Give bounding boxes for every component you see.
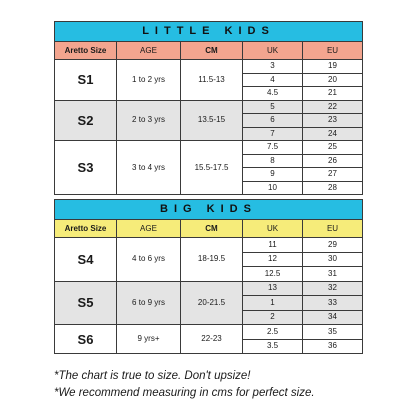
section-title: LITTLE KIDS <box>55 22 363 42</box>
uk-cell: 9 <box>243 168 303 182</box>
eu-cell: 36 <box>303 339 363 354</box>
size-cell: S2 <box>55 100 117 141</box>
footnote-true-to-size: *The chart is true to size. Don't upsize! <box>54 370 251 382</box>
table-row <box>55 60 363 74</box>
eu-cell: 20 <box>303 73 363 87</box>
footnotes <box>54 368 315 402</box>
uk-cell: 12.5 <box>243 267 303 282</box>
header-age: AGE <box>117 220 181 238</box>
eu-cell: 30 <box>303 252 363 267</box>
uk-cell: 2.5 <box>243 325 303 340</box>
table-row <box>55 281 363 296</box>
column-header-row <box>55 42 363 60</box>
uk-cell: 4.5 <box>243 87 303 101</box>
eu-cell: 24 <box>303 127 363 141</box>
header-cm: CM <box>181 42 243 60</box>
section-title: BIG KIDS <box>55 200 363 220</box>
eu-cell: 34 <box>303 310 363 325</box>
age-cell: 9 yrs+ <box>117 325 181 354</box>
size-cell: S6 <box>55 325 117 354</box>
table-row <box>55 141 363 155</box>
eu-cell: 33 <box>303 296 363 311</box>
size-cell: S3 <box>55 141 117 195</box>
uk-cell: 7.5 <box>243 141 303 155</box>
cm-cell: 20-21.5 <box>181 281 243 325</box>
header-eu: EU <box>303 220 363 238</box>
eu-cell: 26 <box>303 154 363 168</box>
cm-cell: 13.5-15 <box>181 100 243 141</box>
header-eu: EU <box>303 42 363 60</box>
size-cell: S1 <box>55 60 117 101</box>
header-uk: UK <box>243 42 303 60</box>
uk-cell: 11 <box>243 238 303 253</box>
uk-cell: 4 <box>243 73 303 87</box>
eu-cell: 28 <box>303 181 363 195</box>
uk-cell: 3 <box>243 60 303 74</box>
age-cell: 4 to 6 yrs <box>117 238 181 282</box>
section-banner <box>55 200 363 220</box>
cm-cell: 15.5-17.5 <box>181 141 243 195</box>
eu-cell: 35 <box>303 325 363 340</box>
eu-cell: 32 <box>303 281 363 296</box>
header-aretto-size: Aretto Size <box>55 42 117 60</box>
section-banner <box>55 22 363 42</box>
eu-cell: 19 <box>303 60 363 74</box>
table-row <box>55 100 363 114</box>
uk-cell: 13 <box>243 281 303 296</box>
age-cell: 6 to 9 yrs <box>117 281 181 325</box>
uk-cell: 3.5 <box>243 339 303 354</box>
uk-cell: 10 <box>243 181 303 195</box>
uk-cell: 1 <box>243 296 303 311</box>
age-cell: 1 to 2 yrs <box>117 60 181 101</box>
table-row <box>55 325 363 340</box>
uk-cell: 7 <box>243 127 303 141</box>
size-chart-table <box>54 21 363 354</box>
eu-cell: 23 <box>303 114 363 128</box>
header-aretto-size: Aretto Size <box>55 220 117 238</box>
eu-cell: 31 <box>303 267 363 282</box>
cm-cell: 18-19.5 <box>181 238 243 282</box>
header-age: AGE <box>117 42 181 60</box>
header-cm: CM <box>181 220 243 238</box>
uk-cell: 12 <box>243 252 303 267</box>
uk-cell: 8 <box>243 154 303 168</box>
table-row <box>55 238 363 253</box>
eu-cell: 21 <box>303 87 363 101</box>
size-cell: S5 <box>55 281 117 325</box>
cm-cell: 11.5-13 <box>181 60 243 101</box>
uk-cell: 6 <box>243 114 303 128</box>
eu-cell: 27 <box>303 168 363 182</box>
age-cell: 3 to 4 yrs <box>117 141 181 195</box>
column-header-row <box>55 220 363 238</box>
uk-cell: 5 <box>243 100 303 114</box>
age-cell: 2 to 3 yrs <box>117 100 181 141</box>
header-uk: UK <box>243 220 303 238</box>
cm-cell: 22-23 <box>181 325 243 354</box>
footnote-measure-cm: *We recommend measuring in cms for perfect size. <box>54 387 315 399</box>
eu-cell: 29 <box>303 238 363 253</box>
size-cell: S4 <box>55 238 117 282</box>
size-chart <box>54 21 362 354</box>
eu-cell: 25 <box>303 141 363 155</box>
eu-cell: 22 <box>303 100 363 114</box>
uk-cell: 2 <box>243 310 303 325</box>
